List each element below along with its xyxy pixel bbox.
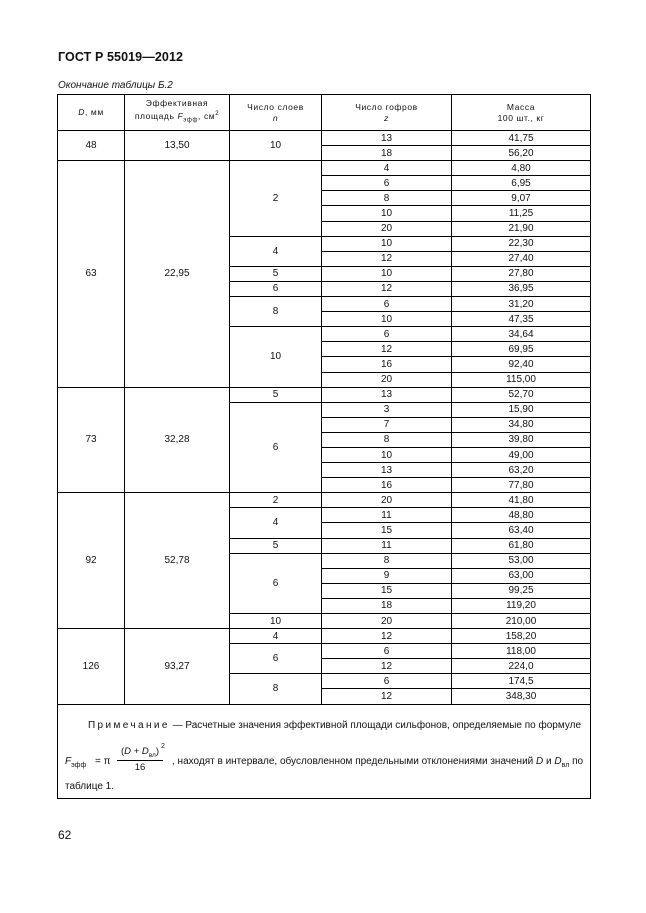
cell-layers: 4	[230, 508, 322, 538]
page-number: 62	[58, 828, 72, 842]
cell-mass: 174,5	[452, 674, 591, 689]
cell-effective-area: 52,78	[125, 493, 230, 629]
cell-mass: 115,00	[452, 372, 591, 387]
cell-mass: 6,95	[452, 176, 591, 191]
table-row	[58, 131, 591, 146]
cell-mass: 21,90	[452, 221, 591, 236]
cell-corrugations: 6	[322, 297, 452, 312]
cell-corrugations: 13	[322, 463, 452, 478]
cell-mass: 61,80	[452, 538, 591, 553]
cell-mass: 52,70	[452, 387, 591, 402]
cell-corrugations: 15	[322, 523, 452, 538]
cell-mass: 4,80	[452, 161, 591, 176]
note-row	[58, 704, 591, 798]
cell-layers: 4	[230, 629, 322, 644]
cell-mass: 99,25	[452, 583, 591, 598]
cell-corrugations: 4	[322, 161, 452, 176]
cell-mass: 49,00	[452, 447, 591, 462]
effective-area-formula: $F_{эфф}$ = π $(D + D_{вл})$ 2 16	[65, 742, 165, 773]
cell-mass: 119,20	[452, 598, 591, 613]
cell-mass: 27,40	[452, 251, 591, 266]
cell-corrugations: 12	[322, 281, 452, 296]
table-row	[58, 161, 591, 176]
cell-mass: 118,00	[452, 644, 591, 659]
cell-layers: 10	[230, 131, 322, 161]
cell-mass: 92,40	[452, 357, 591, 372]
cell-mass: 53,00	[452, 553, 591, 568]
cell-corrugations: 16	[322, 478, 452, 493]
cell-layers: 2	[230, 493, 322, 508]
table-caption: Окончание таблицы Б.2	[58, 80, 173, 91]
cell-corrugations: 10	[322, 236, 452, 251]
cell-corrugations: 8	[322, 432, 452, 447]
cell-mass: 63,00	[452, 568, 591, 583]
note-text-2: , находят в интервале, обусловленном предельными отклонениями значений D и $D_{вл}$ по	[172, 755, 584, 769]
header-diameter: D, мм	[58, 95, 125, 131]
note-formula-line	[65, 739, 584, 775]
cell-mass: 77,80	[452, 478, 591, 493]
cell-layers: 6	[230, 281, 322, 296]
cell-corrugations: 7	[322, 417, 452, 432]
cell-corrugations: 12	[322, 251, 452, 266]
cell-corrugations: 12	[322, 689, 452, 704]
cell-corrugations: 12	[322, 629, 452, 644]
table-row	[58, 629, 591, 644]
cell-mass: 41,75	[452, 131, 591, 146]
cell-corrugations: 20	[322, 614, 452, 629]
cell-corrugations: 11	[322, 508, 452, 523]
cell-mass: 63,20	[452, 463, 591, 478]
cell-layers: 5	[230, 266, 322, 281]
data-table	[57, 94, 591, 799]
cell-layers: 6	[230, 553, 322, 613]
cell-diameter: 92	[58, 493, 125, 629]
cell-corrugations: 16	[322, 357, 452, 372]
cell-layers: 5	[230, 538, 322, 553]
cell-layers: 5	[230, 387, 322, 402]
cell-layers: 6	[230, 402, 322, 493]
cell-corrugations: 8	[322, 553, 452, 568]
cell-layers: 4	[230, 236, 322, 266]
cell-corrugations: 12	[322, 659, 452, 674]
cell-corrugations: 6	[322, 644, 452, 659]
cell-effective-area: 93,27	[125, 629, 230, 704]
cell-mass: 39,80	[452, 432, 591, 447]
cell-diameter: 126	[58, 629, 125, 704]
cell-corrugations: 10	[322, 447, 452, 462]
cell-mass: 41,80	[452, 493, 591, 508]
cell-mass: 34,64	[452, 327, 591, 342]
cell-corrugations: 18	[322, 146, 452, 161]
cell-corrugations: 13	[322, 387, 452, 402]
cell-mass: 31,20	[452, 297, 591, 312]
note-line-3: таблице 1.	[65, 780, 115, 792]
header-corrugations: Число гофров z	[322, 95, 452, 131]
cell-mass: 56,20	[452, 146, 591, 161]
cell-layers: 6	[230, 644, 322, 674]
cell-mass: 158,20	[452, 629, 591, 644]
cell-effective-area: 22,95	[125, 161, 230, 387]
cell-mass: 9,07	[452, 191, 591, 206]
cell-corrugations: 10	[322, 266, 452, 281]
header-mass: Масса 100 шт., кг	[452, 95, 591, 131]
cell-corrugations: 9	[322, 568, 452, 583]
cell-layers: 10	[230, 327, 322, 387]
note-cell	[58, 704, 591, 798]
cell-corrugations: 10	[322, 312, 452, 327]
cell-corrugations: 18	[322, 598, 452, 613]
cell-mass: 11,25	[452, 206, 591, 221]
cell-corrugations: 8	[322, 191, 452, 206]
cell-corrugations: 6	[322, 176, 452, 191]
header-effective-area: Эффективная площадь $F_{эфф}$, $см^2$	[125, 95, 230, 131]
cell-diameter: 73	[58, 387, 125, 493]
cell-mass: 48,80	[452, 508, 591, 523]
cell-mass: 348,30	[452, 689, 591, 704]
cell-layers: 10	[230, 614, 322, 629]
cell-layers: 8	[230, 674, 322, 704]
cell-layers: 8	[230, 297, 322, 327]
cell-layers: 2	[230, 161, 322, 236]
cell-effective-area: 32,28	[125, 387, 230, 493]
cell-mass: 224,0	[452, 659, 591, 674]
cell-mass: 15,90	[452, 402, 591, 417]
note-text-1: — Расчетные значения эффективной площади сильфонов, определяемые по формуле	[169, 719, 582, 731]
cell-mass: 210,00	[452, 614, 591, 629]
cell-diameter: 63	[58, 161, 125, 387]
cell-corrugations: 3	[322, 402, 452, 417]
cell-mass: 36,95	[452, 281, 591, 296]
table-body	[58, 131, 591, 705]
note-label: Примечание	[87, 719, 170, 731]
cell-corrugations: 6	[322, 327, 452, 342]
cell-corrugations: 13	[322, 131, 452, 146]
cell-mass: 69,95	[452, 342, 591, 357]
cell-corrugations: 15	[322, 583, 452, 598]
cell-diameter: 48	[58, 131, 125, 161]
cell-corrugations: 20	[322, 493, 452, 508]
cell-mass: 22,30	[452, 236, 591, 251]
table-row	[58, 493, 591, 508]
cell-mass: 63,40	[452, 523, 591, 538]
cell-corrugations: 20	[322, 221, 452, 236]
table-row	[58, 387, 591, 402]
table-header-row	[58, 95, 591, 131]
cell-effective-area: 13,50	[125, 131, 230, 161]
note-line-1	[85, 720, 584, 731]
cell-mass: 34,80	[452, 417, 591, 432]
header-layers: Число слоев n	[230, 95, 322, 131]
cell-corrugations: 12	[322, 342, 452, 357]
cell-corrugations: 11	[322, 538, 452, 553]
cell-corrugations: 20	[322, 372, 452, 387]
cell-corrugations: 6	[322, 674, 452, 689]
cell-mass: 47,35	[452, 312, 591, 327]
standard-header: ГОСТ Р 55019—2012	[58, 50, 184, 64]
cell-mass: 27,80	[452, 266, 591, 281]
cell-corrugations: 10	[322, 206, 452, 221]
